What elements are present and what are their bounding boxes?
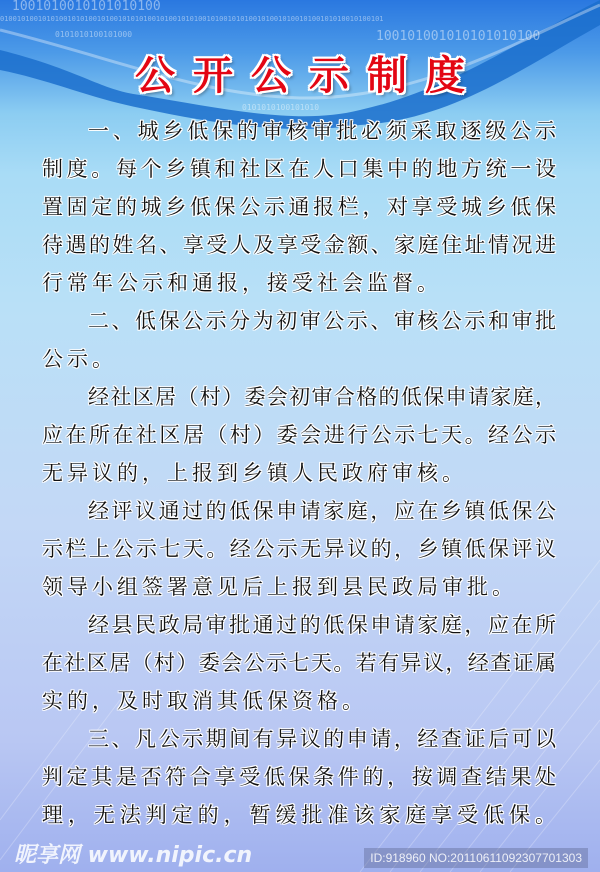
binary-decoration: 0101010100101000	[55, 30, 133, 39]
watermark-id: ID:918960 NO:20110611092307701303	[364, 848, 588, 868]
text-line: 二、低保公示分为初审公示、审核公示和审批	[88, 309, 556, 333]
text-line: 行常年公示和通报，接受社会监督。	[42, 271, 442, 295]
binary-decoration: 100101001010101010100	[376, 29, 541, 44]
text-line: 判定其是否符合享受低保条件的，按调查结果处	[42, 765, 556, 789]
text-line: 置固定的城乡低保公示通报栏，对享受城乡低保	[42, 195, 556, 219]
text-line: 三、凡公示期间有异议的申请，经查证后可以	[88, 727, 556, 751]
binary-decoration: 0100101001010100101010010100101010100101001010100101001010100101001010010100101010010100101	[0, 15, 384, 23]
text-line: 制度。每个乡镇和社区在人口集中的地方统一设	[42, 157, 556, 181]
text-line: 在社区居（村）委会公示七天。若有异议，经查证属	[42, 651, 556, 675]
text-line: 示栏上公示七天。经公示无异议的，乡镇低保评议	[42, 537, 556, 561]
text-line: 经县民政局审批通过的低保申请家庭，应在所	[88, 613, 556, 637]
text-line: 实的，及时取消其低保资格。	[42, 689, 367, 713]
text-line: 经社区居（村）委会初审合格的低保申请家庭，	[88, 385, 556, 409]
binary-decoration: 1001010010101010100	[12, 0, 161, 14]
binary-decoration: 0101010100101010	[242, 103, 320, 112]
page-title: 公开公示制度	[135, 53, 483, 99]
text-line: 待遇的姓名、享受人及享受金额、家庭住址情况进	[42, 233, 556, 257]
text-line: 经评议通过的低保申请家庭，应在乡镇低保公	[88, 499, 556, 523]
regulation-text	[42, 116, 556, 838]
text-line: 应在所在社区居（村）委会进行公示七天。经公示	[42, 423, 556, 447]
text-line: 一、城乡低保的审核审批必须采取逐级公示	[88, 119, 556, 143]
watermark-logo: 昵享网 www.nipic.cn	[14, 843, 253, 868]
text-line: 领导小组签署意见后上报到县民政局审批。	[42, 575, 517, 599]
text-line: 理，无法判定的，暂缓批准该家庭享受低保。	[42, 803, 556, 827]
text-line: 无异议的，上报到乡镇人民政府审核。	[42, 461, 467, 485]
text-line: 公示。	[42, 347, 117, 371]
